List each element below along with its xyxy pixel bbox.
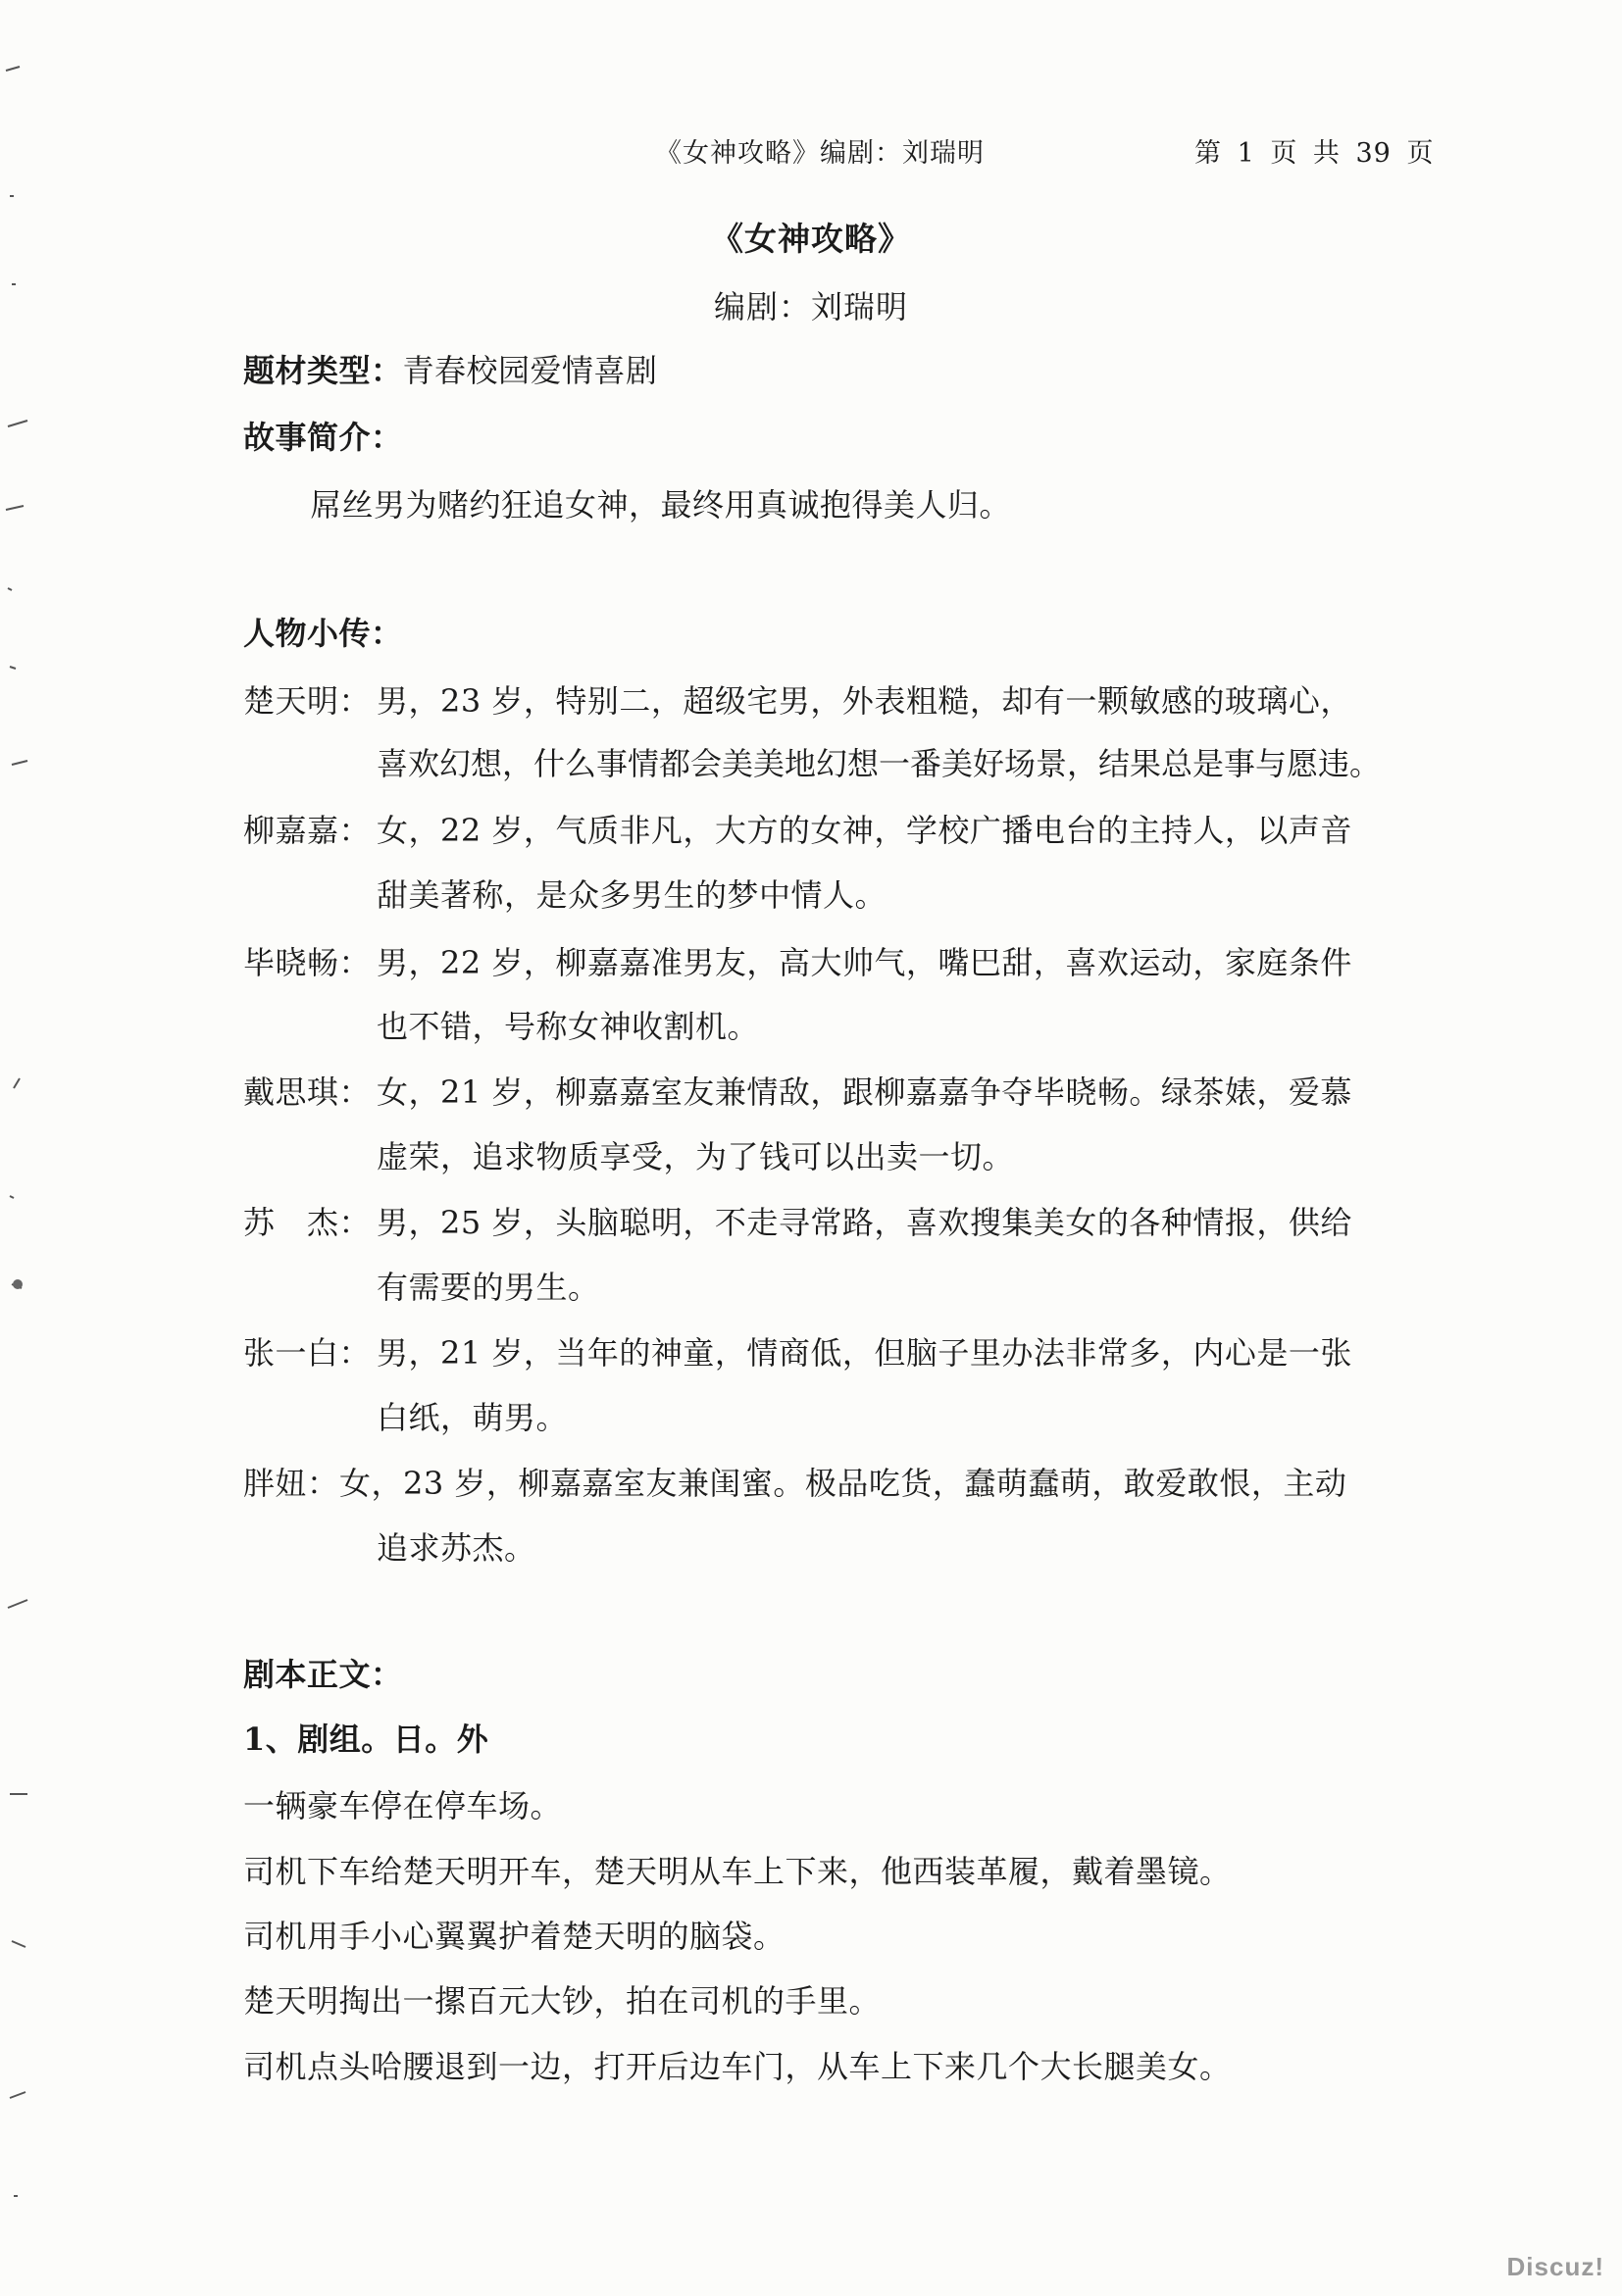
character-desc-line1: 男，21 岁，当年的神童，情商低，但脑子里办法非常多，内心是一张 bbox=[377, 1334, 1352, 1372]
synopsis-label: 故事简介： bbox=[243, 419, 403, 456]
character-desc-line1: 男，23 岁，特别二，超级宅男，外表粗糙，却有一颗敏感的玻璃心， bbox=[377, 682, 1352, 720]
page-header bbox=[0, 131, 1622, 171]
genre-label: 题材类型： bbox=[243, 352, 403, 389]
character-name: 戴思琪： bbox=[243, 1073, 372, 1111]
author-line: 编剧：刘瑞明 bbox=[713, 288, 908, 325]
scene-line: 楚天明掏出一摞百元大钞，拍在司机的手里。 bbox=[243, 1982, 882, 2020]
character-desc-line1: 女，23 岁，柳嘉嘉室友兼闺蜜。极品吃货，蠢萌蠢萌，敢爱敢恨，主动 bbox=[339, 1465, 1347, 1502]
synopsis-text: 屌丝男为赌约狂追女神，最终用真诚抱得美人归。 bbox=[310, 486, 1012, 524]
character-name: 张一白： bbox=[243, 1334, 372, 1372]
character-name: 毕晓畅： bbox=[243, 944, 372, 981]
document-title: 《女神攻略》 bbox=[711, 220, 911, 258]
forum-watermark: Discuz! bbox=[1506, 2252, 1604, 2281]
genre-line bbox=[243, 346, 658, 391]
character-desc-line2: 白纸，萌男。 bbox=[377, 1399, 569, 1436]
scene-line: 一辆豪车停在停车场。 bbox=[243, 1787, 563, 1824]
character-name: 苏 杰： bbox=[243, 1204, 372, 1241]
scene-line: 司机点头哈腰退到一边，打开后边车门，从车上下来几个大长腿美女。 bbox=[243, 2048, 1232, 2085]
character-desc-line1: 男，25 岁，头脑聪明，不走寻常路，喜欢搜集美女的各种情报，供给 bbox=[377, 1204, 1352, 1241]
header-page-info: 第 1 页 共 39 页 bbox=[1194, 138, 1435, 169]
characters-heading: 人物小传： bbox=[243, 615, 403, 652]
character-desc-line2: 有需要的男生。 bbox=[377, 1269, 600, 1306]
scan-edge-marks bbox=[0, 0, 59, 2292]
character-desc-line2: 也不错，号称女神收割机。 bbox=[377, 1008, 760, 1045]
character-desc-line1: 女，22 岁，气质非凡，大方的女神，学校广播电台的主持人，以声音 bbox=[377, 812, 1352, 849]
character-desc-line2: 甜美著称，是众多男生的梦中情人。 bbox=[377, 876, 887, 914]
character-desc-line2: 虚荣，追求物质享受，为了钱可以出卖一切。 bbox=[377, 1138, 1015, 1175]
scene-heading: 1、剧组。日。外 bbox=[243, 1721, 489, 1758]
character-desc-line1: 女，21 岁，柳嘉嘉室友兼情敌，跟柳嘉嘉争夺毕晓畅。绿茶婊，爱慕 bbox=[377, 1073, 1352, 1111]
character-desc-line2: 追求苏杰。 bbox=[377, 1529, 536, 1567]
genre-value: 青春校园爱情喜剧 bbox=[402, 352, 658, 389]
scene-line: 司机用手小心翼翼护着楚天明的脑袋。 bbox=[243, 1918, 786, 1955]
character-name: 柳嘉嘉： bbox=[243, 812, 372, 849]
character-name: 楚天明： bbox=[243, 682, 372, 720]
character-name: 胖妞： bbox=[243, 1465, 339, 1502]
character-desc-line1: 男，22 岁，柳嘉嘉准男友，高大帅气，嘴巴甜，喜欢运动，家庭条件 bbox=[377, 944, 1352, 981]
character-desc-line2: 喜欢幻想，什么事情都会美美地幻想一番美好场景，结果总是事与愿违。 bbox=[377, 745, 1382, 782]
header-doc-title: 《女神攻略》编剧：刘瑞明 bbox=[655, 138, 985, 169]
script-heading: 剧本正文： bbox=[243, 1656, 403, 1693]
scene-line: 司机下车给楚天明开车，楚天明从车上下来，他西装革履，戴着墨镜。 bbox=[243, 1853, 1232, 1890]
